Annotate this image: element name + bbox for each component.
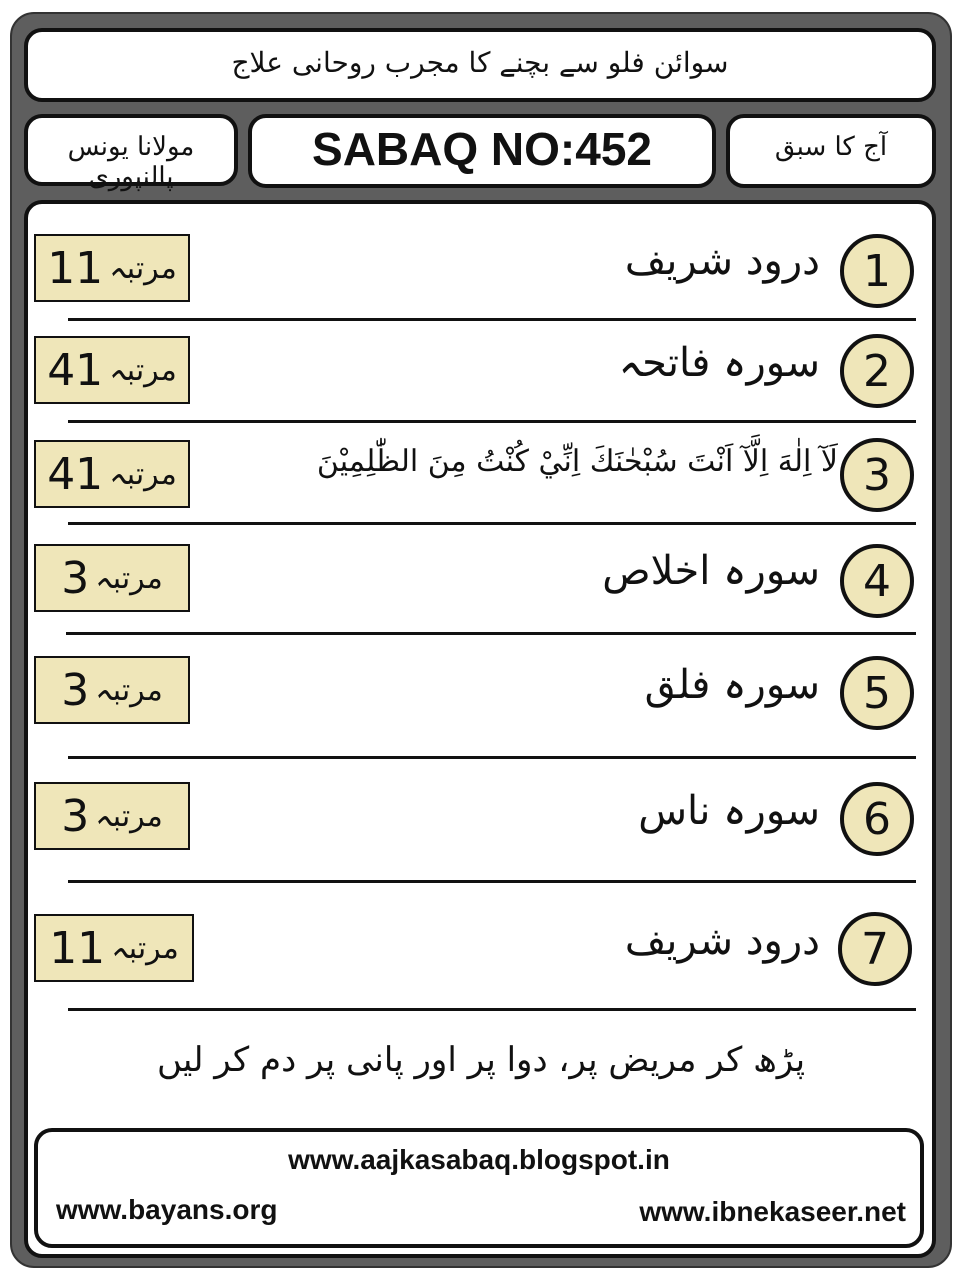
item-number-badge: 4: [840, 544, 914, 618]
footer-panel: [34, 1128, 924, 1248]
blog-url[interactable]: www.aajkasabaq.blogspot.in: [288, 1144, 670, 1175]
item-text: سورہ فلق: [644, 662, 820, 708]
count-badge: [34, 656, 190, 724]
count-word: مرتبہ: [95, 672, 163, 708]
count-number: 3: [61, 552, 90, 604]
page-title: سوائن فلو سے بچنے کا مجرب روحانی علاج: [231, 46, 729, 79]
title-panel: [24, 28, 936, 102]
item-number-badge: 3: [840, 438, 914, 512]
item-text: سورہ ناس: [638, 788, 820, 834]
count-number: 41: [47, 448, 104, 500]
bayans-url[interactable]: www.bayans.org: [56, 1194, 278, 1225]
item-text: درود شریف: [624, 238, 820, 284]
item-text: سورہ فاتحہ: [618, 340, 820, 386]
count-word: مرتبہ: [109, 250, 177, 286]
sabaq-number: SABAQ NO:452: [312, 123, 652, 175]
author-name: مولانا یونس پالنپوری: [67, 132, 195, 192]
item-text: لَآ اِلٰهَ اِلَّآ اَنْتَ سُبْحٰنَكَ اِنِّيْ كُنْتُ مِنَ الظّٰلِمِيْنَ: [316, 444, 838, 479]
count-badge: [34, 544, 190, 612]
divider: [68, 756, 916, 759]
ibnekaseer-url[interactable]: www.ibnekaseer.net: [639, 1196, 906, 1227]
divider: [68, 1008, 916, 1011]
sabaq-panel: [248, 114, 716, 188]
item-text: درود شریف: [624, 918, 820, 964]
count-number: 3: [61, 664, 90, 716]
item-number-badge: 5: [840, 656, 914, 730]
count-badge: [34, 440, 190, 508]
count-badge: [34, 914, 194, 982]
divider: [68, 522, 916, 525]
divider: [68, 318, 916, 321]
count-word: مرتبہ: [109, 456, 177, 492]
count-number: 41: [47, 344, 104, 396]
count-badge: [34, 782, 190, 850]
item-number-badge: 1: [840, 234, 914, 308]
today-lesson-panel: [726, 114, 936, 188]
item-text: سورہ اخلاص: [602, 548, 820, 594]
item-number-badge: 6: [840, 782, 914, 856]
divider: [68, 420, 916, 423]
divider: [66, 632, 916, 635]
count-number: 11: [49, 922, 106, 974]
instruction-text: پڑھ کر مریض پر، دوا پر اور پانی پر دم کر لیں: [156, 1040, 806, 1080]
count-word: مرتبہ: [111, 930, 179, 966]
divider: [68, 880, 916, 883]
count-word: مرتبہ: [95, 798, 163, 834]
author-panel: [24, 114, 238, 192]
count-badge: [34, 234, 190, 302]
count-word: مرتبہ: [109, 352, 177, 388]
count-word: مرتبہ: [95, 560, 163, 596]
count-number: 3: [61, 790, 90, 842]
item-number-badge: 7: [838, 912, 912, 986]
item-number-badge: 2: [840, 334, 914, 408]
count-number: 11: [47, 242, 104, 294]
count-badge: [34, 336, 190, 404]
today-lesson-label: آج کا سبق: [774, 132, 888, 162]
